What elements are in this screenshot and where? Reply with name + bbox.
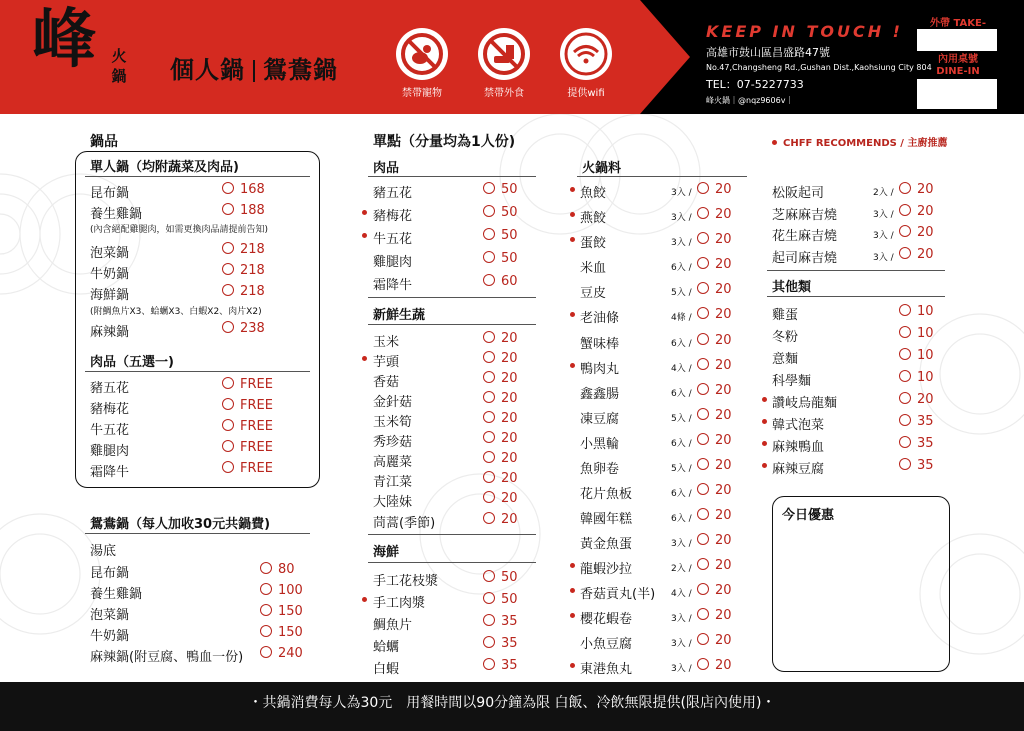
menu-item: 老油條 <box>580 311 620 326</box>
price: 50 <box>483 592 518 607</box>
quantity: 5入 / <box>671 464 692 474</box>
divider <box>368 297 536 298</box>
contact-block: KEEP IN TOUCH ! 高雄市鼓山區昌盛路47號 No.47,Changsheng Rd.,Gushan Dist.,Kaohsiung City 804 TEL：07-5227733 峰火鍋｜@nqz9606v｜ <box>706 22 932 105</box>
menu-item: 意麵 <box>772 352 799 367</box>
menu-item: 豬五花 <box>90 381 130 396</box>
recommend-dot <box>570 563 575 568</box>
menu-item: 冬粉 <box>772 330 799 345</box>
menu-item: 養生雞鍋 <box>90 207 143 222</box>
quantity: 2入 / <box>873 188 894 198</box>
note: (內含絕配雞腿肉，如需更換肉品請提前告知) <box>90 225 269 235</box>
menu-item: 東港魚丸 <box>580 662 633 677</box>
today-special-title: 今日優惠 <box>782 508 835 523</box>
dinein-box[interactable] <box>917 79 997 109</box>
menu-item: 麻辣鍋(附豆腐、鴨血一份) <box>90 650 244 665</box>
brand-title: 個人鍋 鴛鴦鍋 <box>170 56 338 84</box>
menu-item: 豬五花 <box>373 186 413 201</box>
menu-item: 玉米筍 <box>373 415 413 430</box>
menu-item: 雞腿肉 <box>373 255 413 270</box>
menu-item: 霜降牛 <box>90 465 130 480</box>
recommend-dot <box>362 597 367 602</box>
menu-item: 牛奶鍋 <box>90 629 130 644</box>
veg-section-title: 新鮮生蔬 <box>373 308 426 323</box>
divider <box>767 296 945 297</box>
price: 20 <box>483 371 518 386</box>
wifi-icon <box>560 28 612 80</box>
price: 188 <box>222 203 265 218</box>
dinein-label: 內用桌號 DINE-IN <box>936 54 980 77</box>
price: 20 <box>697 558 732 573</box>
quantity: 3入 / <box>671 664 692 674</box>
quantity: 4條 / <box>671 313 692 323</box>
menu-item: 豬梅花 <box>373 209 413 224</box>
price: 20 <box>483 512 518 527</box>
price: 150 <box>260 625 303 640</box>
price: FREE <box>222 440 273 455</box>
price: 20 <box>697 658 732 673</box>
quantity: 3入 / <box>671 614 692 624</box>
menu-item: 蟹味棒 <box>580 337 620 352</box>
price: 50 <box>483 251 518 266</box>
no-outside-food-icon <box>478 28 530 80</box>
quantity: 5入 / <box>671 414 692 424</box>
price: 20 <box>697 232 732 247</box>
price: 20 <box>697 433 732 448</box>
quantity: 5入 / <box>671 288 692 298</box>
menu-item: 科學麵 <box>772 374 812 389</box>
menu-item: 凍豆腐 <box>580 412 620 427</box>
price: 218 <box>222 263 265 278</box>
menu-item: 讚岐烏龍麵 <box>772 396 838 411</box>
menu-item: 大陸妹 <box>373 495 413 510</box>
menu-item: 魚餃 <box>580 186 607 201</box>
quantity: 2入 / <box>671 564 692 574</box>
price: 50 <box>483 205 518 220</box>
price: 80 <box>260 562 295 577</box>
recommend-dot <box>362 210 367 215</box>
menu-item: 鯛魚片 <box>373 618 413 633</box>
divider <box>368 562 536 563</box>
menu-item: 昆布鍋 <box>90 566 130 581</box>
soup-base-title: 湯底 <box>90 544 117 559</box>
menu-item: 泡菜鍋 <box>90 246 130 261</box>
price: 20 <box>697 458 732 473</box>
price: FREE <box>222 419 273 434</box>
price: FREE <box>222 377 273 392</box>
price: 20 <box>483 411 518 426</box>
menu-item: 金針菇 <box>373 395 413 410</box>
menu-item: 蛤蠣 <box>373 640 400 655</box>
price: 20 <box>697 307 732 322</box>
rule-no-outside-food: 禁帶外食 <box>464 28 544 99</box>
divider <box>767 270 945 271</box>
menu-item: 茼蒿(季節) <box>373 516 436 531</box>
chef-recommends-legend: CHFF RECOMMENDS / 主廚推薦 <box>772 134 947 149</box>
menu-item: 豬梅花 <box>90 402 130 417</box>
recommend-dot <box>362 233 367 238</box>
price: 20 <box>697 508 732 523</box>
menu-item: 花片魚板 <box>580 487 633 502</box>
price: 20 <box>899 247 934 262</box>
divider <box>368 534 536 535</box>
menu-item: 香菇 <box>373 375 400 390</box>
price: 20 <box>697 608 732 623</box>
price: 50 <box>483 570 518 585</box>
price: 238 <box>222 321 265 336</box>
price: 20 <box>697 282 732 297</box>
menu-item: 雞腿肉 <box>90 444 130 459</box>
recommend-dot <box>570 588 575 593</box>
price: 35 <box>899 458 934 473</box>
recommend-dot <box>570 212 575 217</box>
menu-item: 雞蛋 <box>772 308 799 323</box>
menu-item: 蛋餃 <box>580 236 607 251</box>
quantity: 4入 / <box>671 364 692 374</box>
quantity: 6入 / <box>671 489 692 499</box>
other-section-title: 其他類 <box>772 280 812 295</box>
quantity: 6入 / <box>671 339 692 349</box>
price: 218 <box>222 242 265 257</box>
divider <box>368 176 536 177</box>
menu-item: 秀珍菇 <box>373 435 413 450</box>
menu-item: 芋頭 <box>373 355 400 370</box>
price: 20 <box>899 204 934 219</box>
quantity: 3入 / <box>671 238 692 248</box>
price: 20 <box>697 182 732 197</box>
menu-item: 牛五花 <box>373 232 413 247</box>
menu-item: 韓國年糕 <box>580 512 633 527</box>
menu-item: 白蝦 <box>373 662 400 677</box>
header-banner <box>0 0 1024 114</box>
recommend-dot <box>570 237 575 242</box>
menu-item: 麻辣鴨血 <box>772 440 825 455</box>
price: 20 <box>697 257 732 272</box>
quantity: 6入 / <box>671 263 692 273</box>
quantity: 3入 / <box>671 188 692 198</box>
quantity: 6入 / <box>671 389 692 399</box>
recommend-dot <box>570 363 575 368</box>
price: 168 <box>222 182 265 197</box>
menu-item: 牛奶鍋 <box>90 267 130 282</box>
a-la-carte-title: 單點（分量均為1人份) <box>373 134 516 150</box>
price: 20 <box>483 331 518 346</box>
price: 35 <box>483 614 518 629</box>
price: 20 <box>483 451 518 466</box>
menu-item: 小黑輪 <box>580 437 620 452</box>
price: 218 <box>222 284 265 299</box>
logo-subtitle: 火鍋 <box>111 47 127 85</box>
menu-item: 牛五花 <box>90 423 130 438</box>
price: 20 <box>483 391 518 406</box>
menu-item: 起司麻吉燒 <box>772 251 838 266</box>
menu-item: 養生雞鍋 <box>90 587 143 602</box>
takeaway-box[interactable] <box>917 29 997 51</box>
recommend-dot <box>762 463 767 468</box>
menu-item: 松阪起司 <box>772 186 825 201</box>
price: FREE <box>222 398 273 413</box>
rule-wifi: 提供wifi <box>546 28 626 99</box>
quantity: 3入 / <box>873 210 894 220</box>
menu-item: 昆布鍋 <box>90 186 130 201</box>
recommend-dot <box>570 663 575 668</box>
price: 20 <box>483 351 518 366</box>
quantity: 6入 / <box>671 439 692 449</box>
menu-item: 鑫鑫腸 <box>580 387 620 402</box>
price: 10 <box>899 304 934 319</box>
menu-item: 泡菜鍋 <box>90 608 130 623</box>
menu-item: 手工花枝漿 <box>373 574 439 589</box>
divider <box>85 533 310 534</box>
price: 20 <box>697 533 732 548</box>
price: 100 <box>260 583 303 598</box>
divider <box>85 371 310 372</box>
price: 35 <box>483 658 518 673</box>
recommend-dot <box>762 419 767 424</box>
price: 20 <box>697 583 732 598</box>
price: 20 <box>899 392 934 407</box>
menu-item: 麻辣鍋 <box>90 325 130 340</box>
menu-item: 豆皮 <box>580 286 607 301</box>
price: 20 <box>697 383 732 398</box>
price: 240 <box>260 646 303 661</box>
price: 20 <box>483 431 518 446</box>
price: 150 <box>260 604 303 619</box>
menu-item: 香菇貢丸(半) <box>580 587 656 602</box>
price: 35 <box>899 436 934 451</box>
price: 20 <box>899 225 934 240</box>
price: 20 <box>483 491 518 506</box>
takeaway-label: 外帶 TAKE- <box>930 18 986 29</box>
recommend-dot <box>762 397 767 402</box>
rule-no-pets: 禁帶寵物 <box>382 28 462 99</box>
menu-item: 芝麻麻吉燒 <box>772 208 838 223</box>
quantity: 3入 / <box>671 213 692 223</box>
price: 35 <box>899 414 934 429</box>
seafood-section-title: 海鮮 <box>373 545 400 560</box>
recommend-dot <box>762 441 767 446</box>
menu-item: 小魚豆腐 <box>580 637 633 652</box>
price: 35 <box>483 636 518 651</box>
quantity: 3入 / <box>671 639 692 649</box>
quantity: 3入 / <box>671 539 692 549</box>
recommend-dot <box>362 356 367 361</box>
logo: 峰 <box>32 2 96 77</box>
price: 50 <box>483 228 518 243</box>
meat-section-title: 肉品 <box>373 161 400 176</box>
quantity: 3入 / <box>873 253 894 263</box>
divider <box>577 176 747 177</box>
single-pot-title: 單人鍋（均附蔬菜及肉品) <box>90 160 239 175</box>
pot-section-title: 鍋品 <box>90 134 118 150</box>
recommend-dot <box>570 613 575 618</box>
yuanyang-title: 鴛鴦鍋（每人加收30元共鍋費) <box>90 517 271 532</box>
quantity: 6入 / <box>671 514 692 524</box>
price: 20 <box>697 633 732 648</box>
recommend-dot <box>570 312 575 317</box>
price: 60 <box>483 274 518 289</box>
menu-item: 霜降牛 <box>373 278 413 293</box>
price: FREE <box>222 461 273 476</box>
hotpot-ingredients-title: 火鍋料 <box>582 161 622 176</box>
price: 10 <box>899 326 934 341</box>
menu-item: 櫻花蝦卷 <box>580 612 633 627</box>
quantity: 4入 / <box>671 589 692 599</box>
menu-item: 手工肉漿 <box>373 596 426 611</box>
quantity: 3入 / <box>873 231 894 241</box>
menu-item: 魚卵卷 <box>580 462 620 477</box>
no-pets-icon <box>396 28 448 80</box>
price: 20 <box>697 333 732 348</box>
divider <box>368 324 536 325</box>
price: 50 <box>483 182 518 197</box>
menu-item: 龍蝦沙拉 <box>580 562 633 577</box>
note: (附鯛魚片X3、蛤蠣X3、白蝦X2、肉片X2) <box>90 307 262 317</box>
menu-item: 麻辣豆腐 <box>772 462 825 477</box>
footer-notice: ・共鍋消費每人為30元 用餐時間以90分鐘為限 白飯、冷飲無限提供(限店內使用)・ <box>0 682 1024 731</box>
price: 20 <box>483 471 518 486</box>
price: 10 <box>899 370 934 385</box>
menu-item: 韓式泡菜 <box>772 418 825 433</box>
price: 20 <box>697 358 732 373</box>
price: 20 <box>697 483 732 498</box>
menu-item: 燕餃 <box>580 211 607 226</box>
menu-item: 黃金魚蛋 <box>580 537 633 552</box>
menu-item: 玉米 <box>373 335 400 350</box>
price: 10 <box>899 348 934 363</box>
price: 20 <box>899 182 934 197</box>
menu-item: 米血 <box>580 261 607 276</box>
menu-item: 花生麻吉燒 <box>772 229 838 244</box>
menu-item: 青江菜 <box>373 475 413 490</box>
menu-item: 海鮮鍋 <box>90 288 130 303</box>
meat-choice-title: 肉品（五選一) <box>90 355 174 370</box>
divider <box>85 176 310 177</box>
recommend-dot <box>570 187 575 192</box>
menu-item: 高麗菜 <box>373 455 413 470</box>
price: 20 <box>697 408 732 423</box>
menu-item: 鴨肉丸 <box>580 362 620 377</box>
price: 20 <box>697 207 732 222</box>
